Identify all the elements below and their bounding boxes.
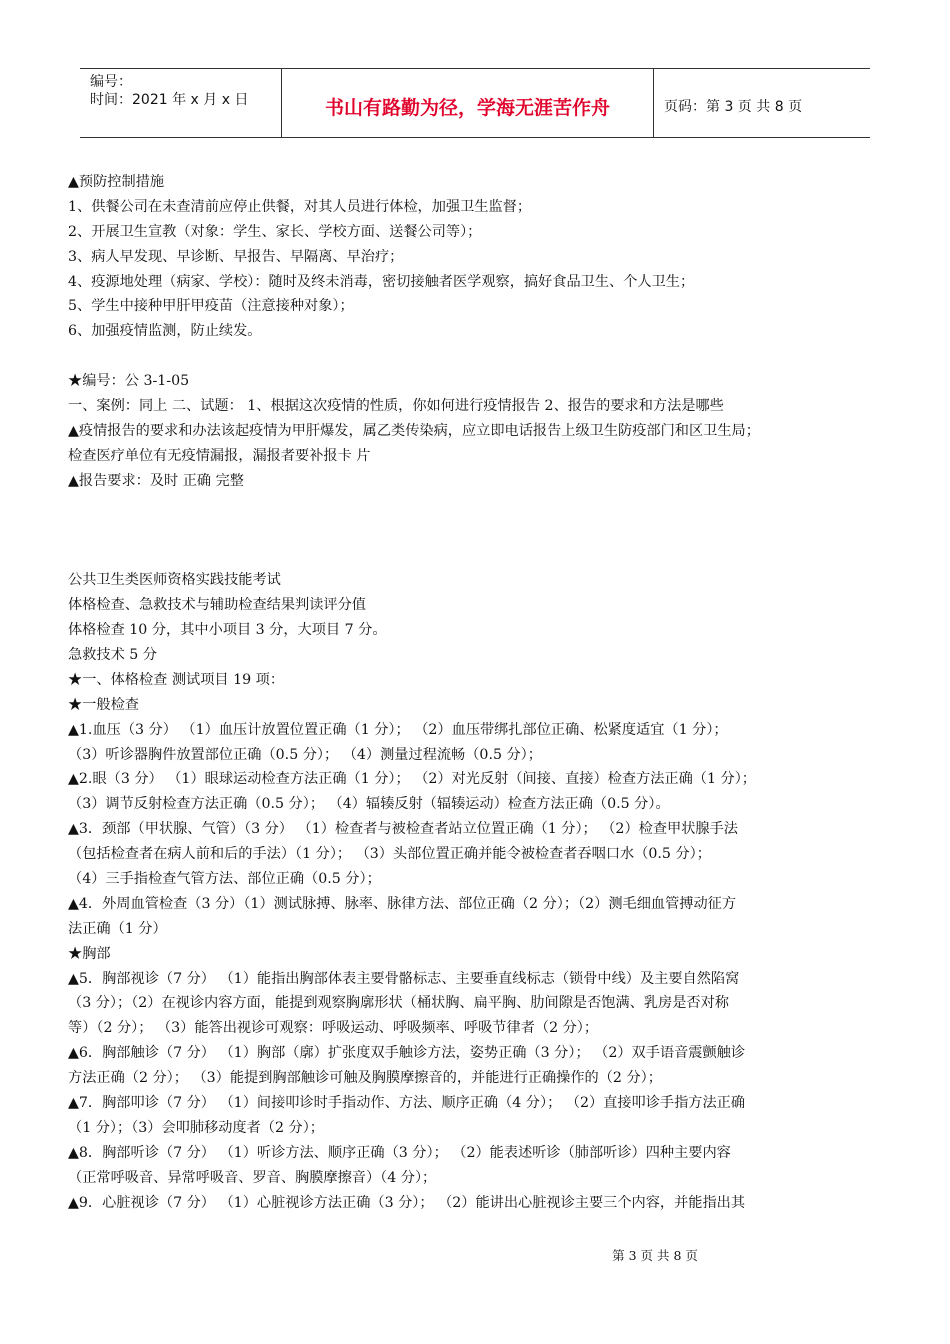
text-line: 2、开展卫生宣教（对象：学生、家长、学校方面、送餐公司等）； xyxy=(68,223,482,240)
text-line: 等）（2 分）； （3）能答出视诊可观察：呼吸运动、呼吸频率、呼吸节律者（2 分）； xyxy=(68,1020,599,1037)
text-line: （正常呼吸音、异常呼吸音、罗音、胸膜摩擦音）（4 分）； xyxy=(68,1169,437,1186)
text-line: ▲3．颈部（甲状腺、气管）（3 分） （1）检查者与被检查者站立位置正确（1 分）； （2）检查甲状腺手法 xyxy=(68,821,738,838)
text-line: ▲预防控制措施 xyxy=(68,174,165,190)
header-motto: 书山有路勤为径，学海无涯苦作舟 xyxy=(282,69,654,137)
text-line: 一、案例：同上 二、试题： 1、根据这次疫情的性质，你如何进行疫情报告 2、报告的要求和方法是哪些 xyxy=(68,398,724,415)
text-line: （包括检查者在病人前和后的手法）（1 分）； （3）头部位置正确并能令被检查者吞咽口水（0.5 分）； xyxy=(68,846,711,863)
text-line: ▲7．胸部叩诊（7 分） （1）间接叩诊时手指动作、方法、顺序正确（4 分）； （2）直接叩诊手指方法正确 xyxy=(68,1094,746,1111)
text-line: ▲5．胸部视诊（7 分） （1）能指出胸部体表主要骨骼标志、主要垂直线标志（锁骨中线）及主要自然陷窝 xyxy=(68,970,740,987)
text-line: 1、供餐公司在未查清前应停止供餐，对其人员进行体检，加强卫生监督； xyxy=(68,198,532,215)
text-line: （3）调节反射检查方法正确（0.5 分）； （4）辐辏反射（辐辏运动）检查方法正确（0.5 分）。 xyxy=(68,796,670,813)
page-header xyxy=(80,68,870,138)
text-line: 6、加强疫情监测，防止续发。 xyxy=(68,323,262,340)
text-line: ▲9．心脏视诊（7 分） （1）心脏视诊方法正确（3 分）； （2）能讲出心脏视诊主要三个内容，并能指出其 xyxy=(68,1194,746,1211)
section-report xyxy=(68,369,890,493)
text-line: ▲2.眼（3 分） （1）眼球运动检查方法正确（1 分）； （2）对光反射（间接、直接）检查方法正确（1 分）； xyxy=(68,771,756,788)
text-line: ★一、体格检查 测试项目 19 项： xyxy=(68,671,285,688)
text-line: 法正确（1 分） xyxy=(68,920,167,937)
text-line: ▲6．胸部触诊（7 分） （1）胸部（廓）扩张度双手触诊方法，姿势正确（3 分）； （2）双手语音震颤触诊 xyxy=(68,1045,746,1062)
document-body xyxy=(68,170,890,1215)
text-line: 4、疫源地处理（病家、学校）：随时及终未消毒，密切接触者医学观察，搞好食品卫生、个人卫生； xyxy=(68,273,695,290)
header-page-number: 页码：第 3 页 共 8 页 xyxy=(664,99,803,115)
text-line: （3 分）；（2）在视诊内容方面，能提到观察胸廓形状（桶状胸、扁平胸、肋间隙是否饱满、乳房是否对称 xyxy=(68,995,729,1012)
text-line: ▲疫情报告的要求和办法该起疫情为甲肝爆发，属乙类传染病，应立即电话报告上级卫生防疫部门和区卫生局； xyxy=(68,422,760,439)
text-line: ★编号：公 3-1-05 xyxy=(68,373,190,390)
text-line: （3）听诊器胸件放置部位正确（0.5 分）； （4）测量过程流畅（0.5 分）； xyxy=(68,746,542,763)
text-line: ▲1.血压（3 分） （1）血压计放置位置正确（1 分）； （2）血压带绑扎部位正确、松紧度适宜（1 分）； xyxy=(68,721,728,738)
text-line: 3、病人早发现、早诊断、早报告、早隔离、早治疗； xyxy=(68,248,404,265)
header-code: 编号： xyxy=(90,74,132,90)
text-line: （1 分）；（3）会叩肺移动度者（2 分）； xyxy=(68,1119,324,1136)
text-line: 方法正确（2 分）； （3）能提到胸部触诊可触及胸膜摩擦音的，并能进行正确操作的（2 分）； xyxy=(68,1070,662,1087)
page-footer: 第 3 页 共 8 页 xyxy=(612,1248,698,1263)
text-line: ★胸部 xyxy=(68,945,111,962)
header-info xyxy=(80,69,282,137)
text-line: ★一般检查 xyxy=(68,696,139,713)
text-line: （4）三手指检查气管方法、部位正确（0.5 分）； xyxy=(68,870,381,887)
text-line: 检查医疗单位有无疫情漏报，漏报者要补报卡 片 xyxy=(68,447,371,464)
section-prevention xyxy=(68,170,890,344)
text-line: ▲4．外周血管检查（3 分）（1）测试脉搏、脉率、脉律方法、部位正确（2 分）；（2）测毛细血管搏动征方 xyxy=(68,895,737,912)
section-exam-scoring xyxy=(68,568,890,1215)
text-line: 公共卫生类医师资格实践技能考试 xyxy=(68,572,281,589)
text-line: ▲8．胸部听诊（7 分） （1）听诊方法、顺序正确（3 分）； （2）能表述听诊（肺部听诊）四种主要内容 xyxy=(68,1144,731,1161)
text-line: 5、学生中接种甲肝甲疫苗（注意接种对象）； xyxy=(68,298,354,315)
text-line: 体格检查 10 分，其中小项目 3 分，大项目 7 分。 xyxy=(68,622,387,639)
header-time: 时间：2021 年 x 月 x 日 xyxy=(90,92,249,108)
text-line: 体格检查、急救技术与辅助检查结果判读评分值 xyxy=(68,597,366,614)
text-line: ▲报告要求：及时 正确 完整 xyxy=(68,472,244,489)
text-line: 急救技术 5 分 xyxy=(68,646,157,663)
